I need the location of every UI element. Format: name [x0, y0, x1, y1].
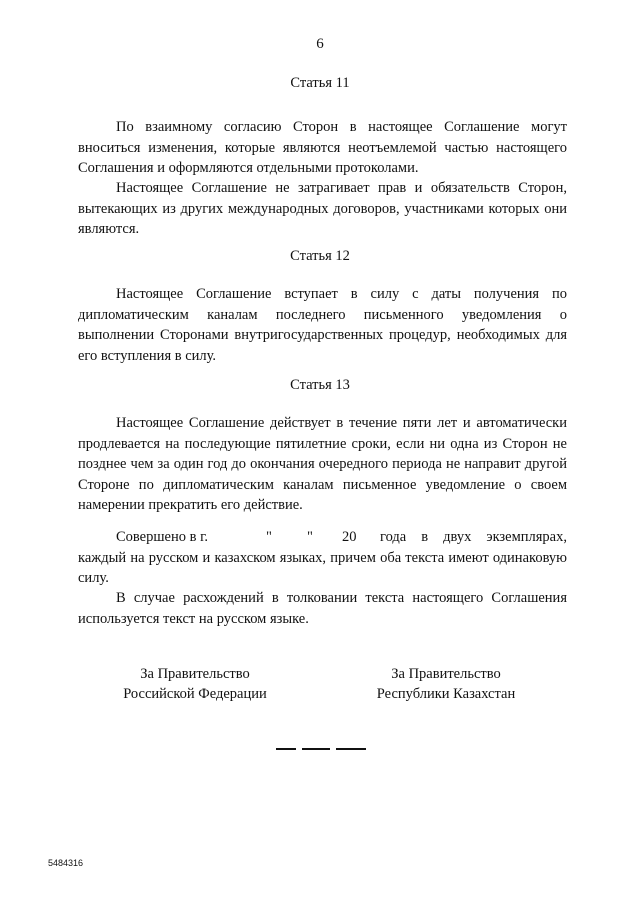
page-number: 6: [316, 36, 324, 52]
year-prefix: 20: [342, 529, 357, 545]
document-code: 5484316: [48, 858, 84, 868]
signing-paragraph: [78, 527, 567, 589]
article-11-heading: Статья 11: [290, 75, 350, 91]
article-12-heading: Статья 12: [290, 248, 350, 264]
signatory-kazakhstan-line-2: Республики Казахстан: [376, 686, 516, 702]
signature-block-kazakhstan: [326, 664, 566, 704]
signing-paragraph-text: года в двух экземплярах, каждый на русском и казахском языках, причем оба текста имеют одинаковую силу.: [78, 529, 567, 586]
quote-open: ": [266, 529, 272, 545]
article-12-paragraph-1: Настоящее Соглашение вступает в силу с даты получения по дипломатическим каналам последнего письменного уведомления о выполнении Сторонами внутригосударственных процедур, необходимых для его вступления в силу.: [78, 286, 567, 364]
done-at-label: Совершено в г.: [116, 529, 209, 545]
article-11-paragraph-1: По взаимному согласию Сторон в настоящее Соглашение могут вноситься изменения, которые являются неотъемлемой частью настоящего Соглашения и оформляются отдельными протоколами.: [78, 119, 567, 176]
signatory-kazakhstan-line-1: За Правительство: [391, 666, 501, 682]
signatory-russia-line-2: Российской Федерации: [123, 686, 267, 702]
quote-close: ": [307, 529, 313, 545]
article-13-heading: Статья 13: [290, 377, 350, 393]
discrepancy-paragraph: В случае расхождений в толковании текста настоящего Соглашения используется текст на русском языке.: [78, 590, 567, 627]
article-11-paragraph-2: Настоящее Соглашение не затрагивает прав и обязательств Сторон, вытекающих из других международных договоров, участниками которых они являются.: [78, 180, 567, 237]
signature-block-russia: [75, 664, 315, 704]
signatory-russia-line-1: За Правительство: [140, 666, 250, 682]
closing-rule: [276, 748, 366, 750]
article-13-paragraph-1: Настоящее Соглашение действует в течение пяти лет и автоматически продлевается на последующие пятилетние сроки, если ни одна из Сторон не позднее чем за один год до окончания очередного периода не направит другой Стороне по дипломатическим каналам письменное уведомление о своем намерении прекратить его действие.: [78, 415, 567, 513]
